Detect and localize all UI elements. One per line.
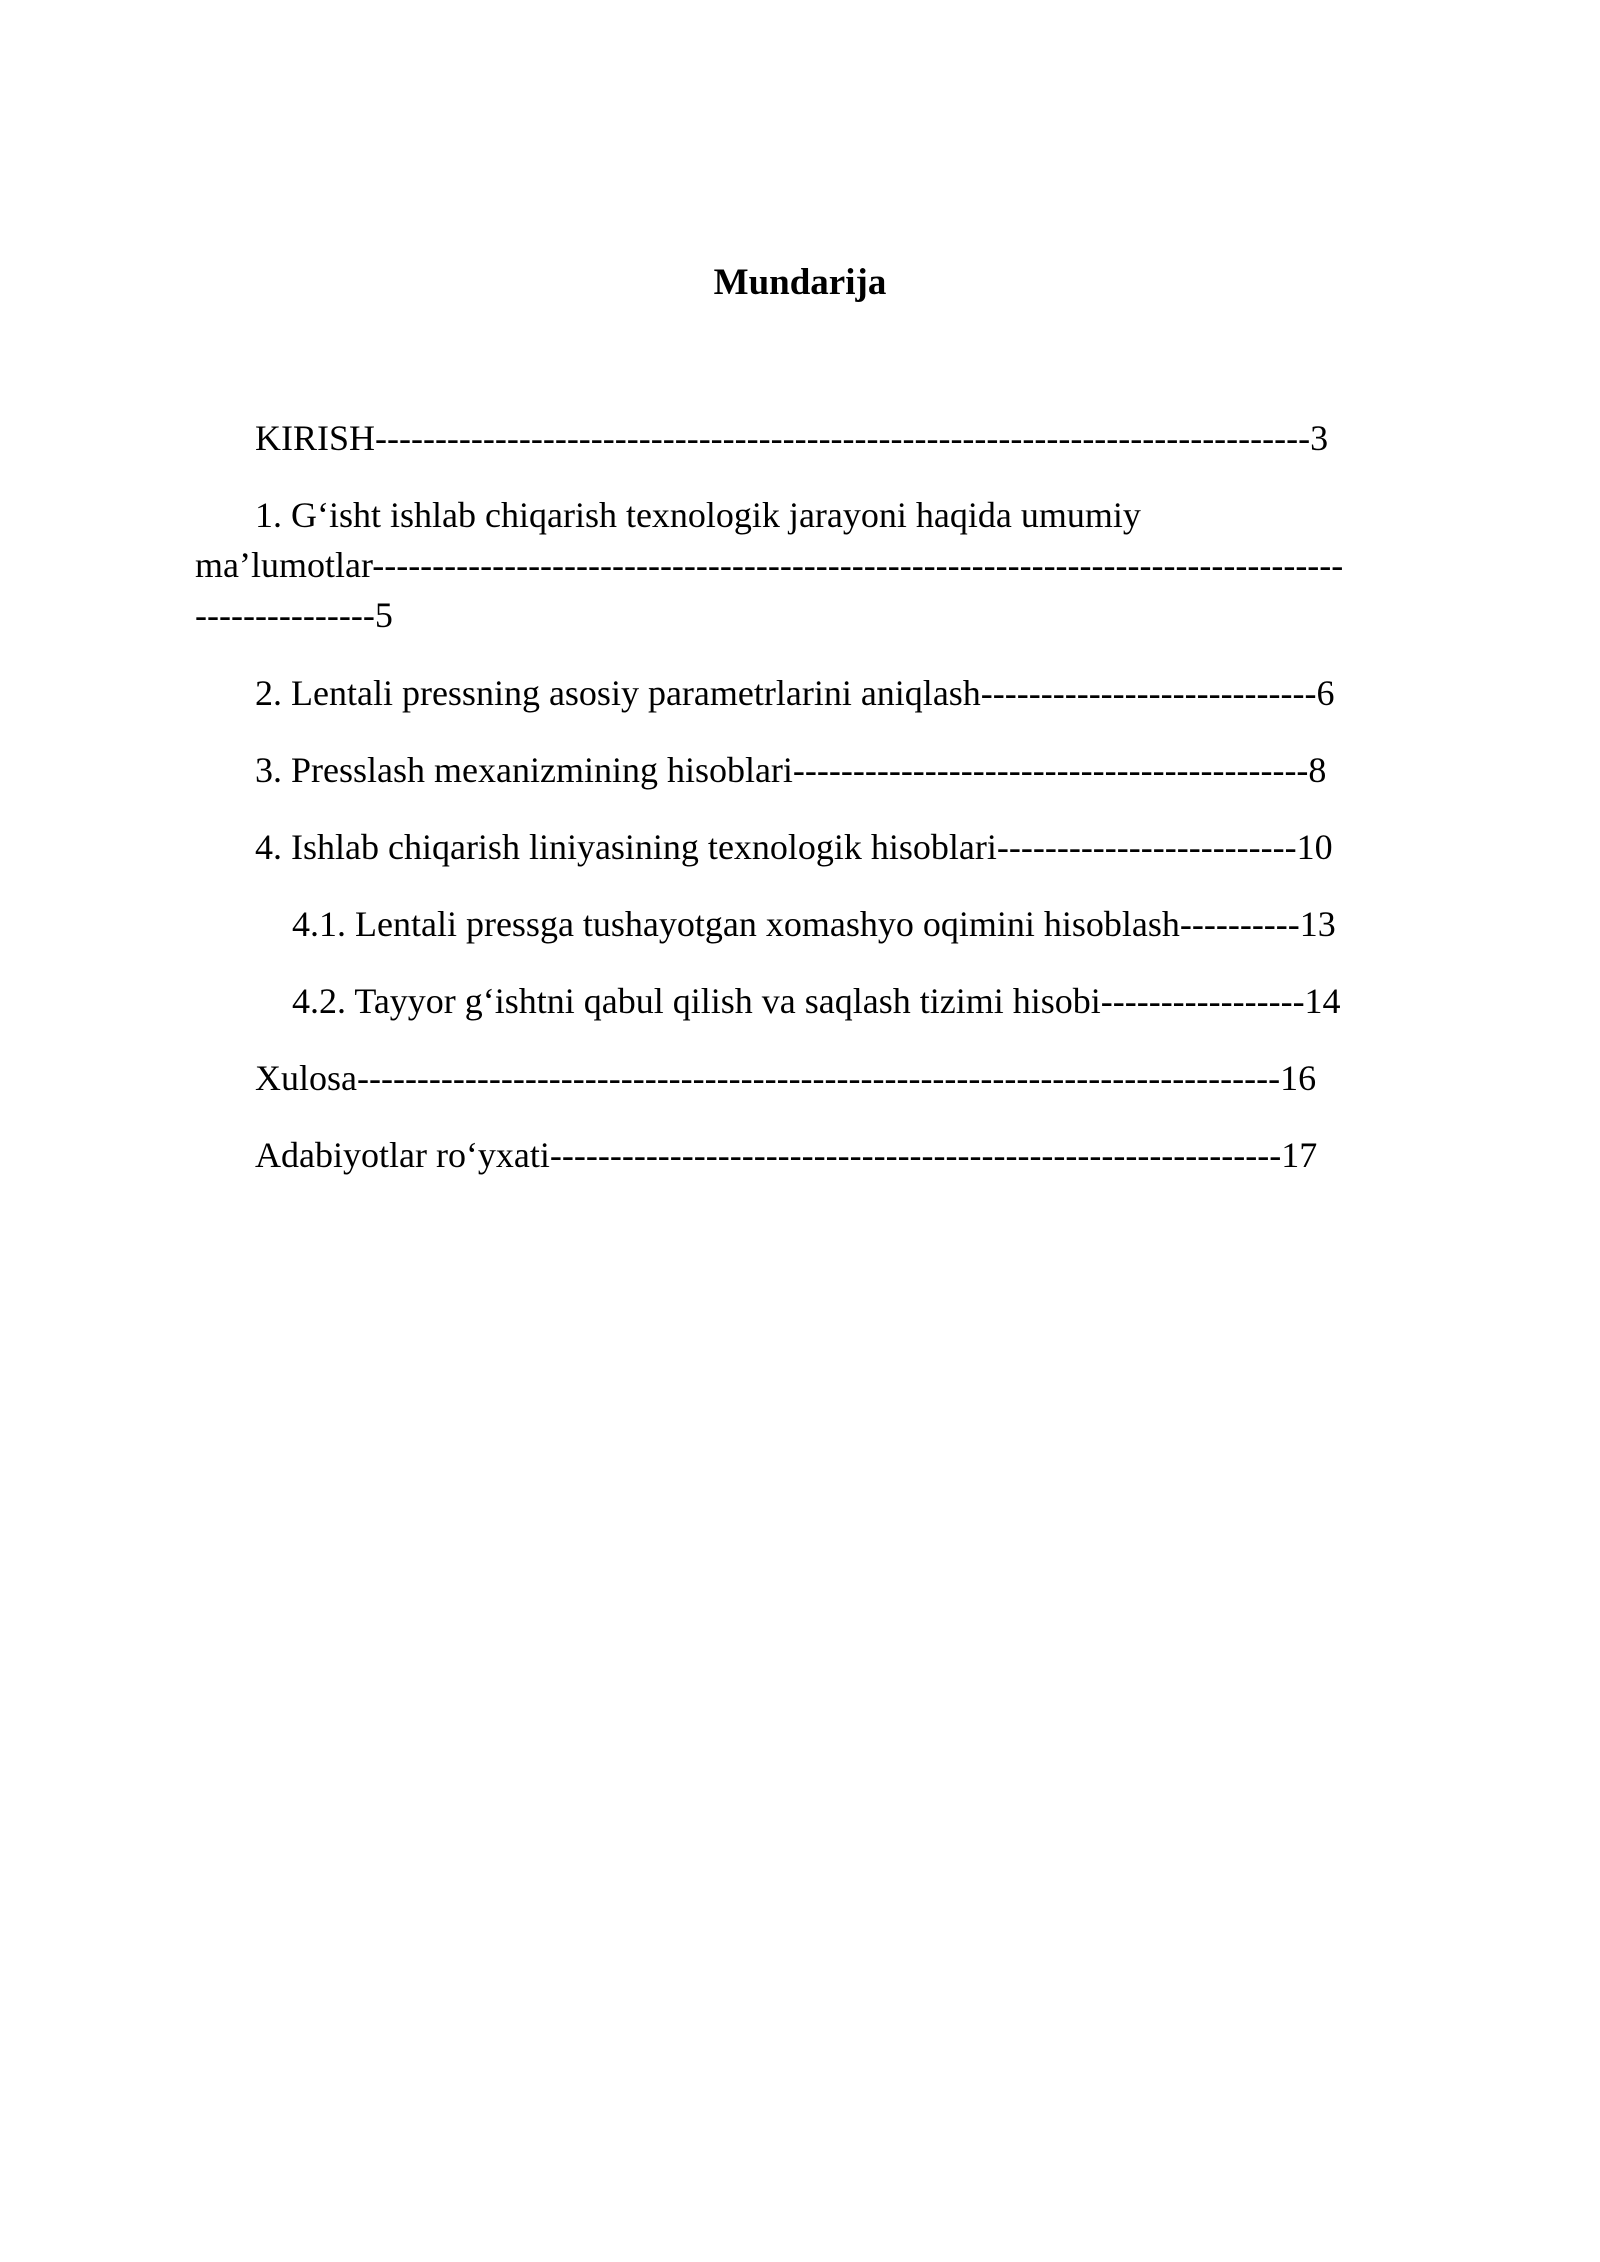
toc-entry-4-2: 4.2. Tayyor g‘ishtni qabul qilish va saqlash tizimi hisobi-----------------14	[292, 981, 1341, 1021]
toc-entry-xulosa: Xulosa-----------------------------------------------------------------------------16	[255, 1058, 1317, 1098]
toc-entry-1-line-1: 1. G‘isht ishlab chiqarish texnologik jarayoni haqida umumiy	[255, 495, 1141, 535]
toc-entry-4-1: 4.1. Lentali pressga tushayotgan xomashyo oqimini hisoblash----------13	[292, 904, 1336, 944]
toc-entry-1-line-2: ma’lumotlar---------------------------------------------------------------------------------	[195, 545, 1344, 585]
toc-entry-3: 3. Presslash mexanizmining hisoblari-------------------------------------------8	[255, 750, 1327, 790]
toc-entry-2: 2. Lentali pressning asosiy parametrlarini aniqlash----------------------------6	[255, 673, 1335, 713]
toc-entry-1-line-3: ---------------5	[195, 595, 393, 635]
toc-entry-kirish: KIRISH------------------------------------------------------------------------------3	[255, 418, 1329, 458]
toc-entry-4: 4. Ishlab chiqarish liniyasining texnologik hisoblari-------------------------10	[255, 827, 1333, 867]
page-title: Mundarija	[713, 262, 887, 303]
toc-entry-adabiyotlar: Adabiyotlar ro‘yxati-------------------------------------------------------------17	[255, 1135, 1318, 1175]
